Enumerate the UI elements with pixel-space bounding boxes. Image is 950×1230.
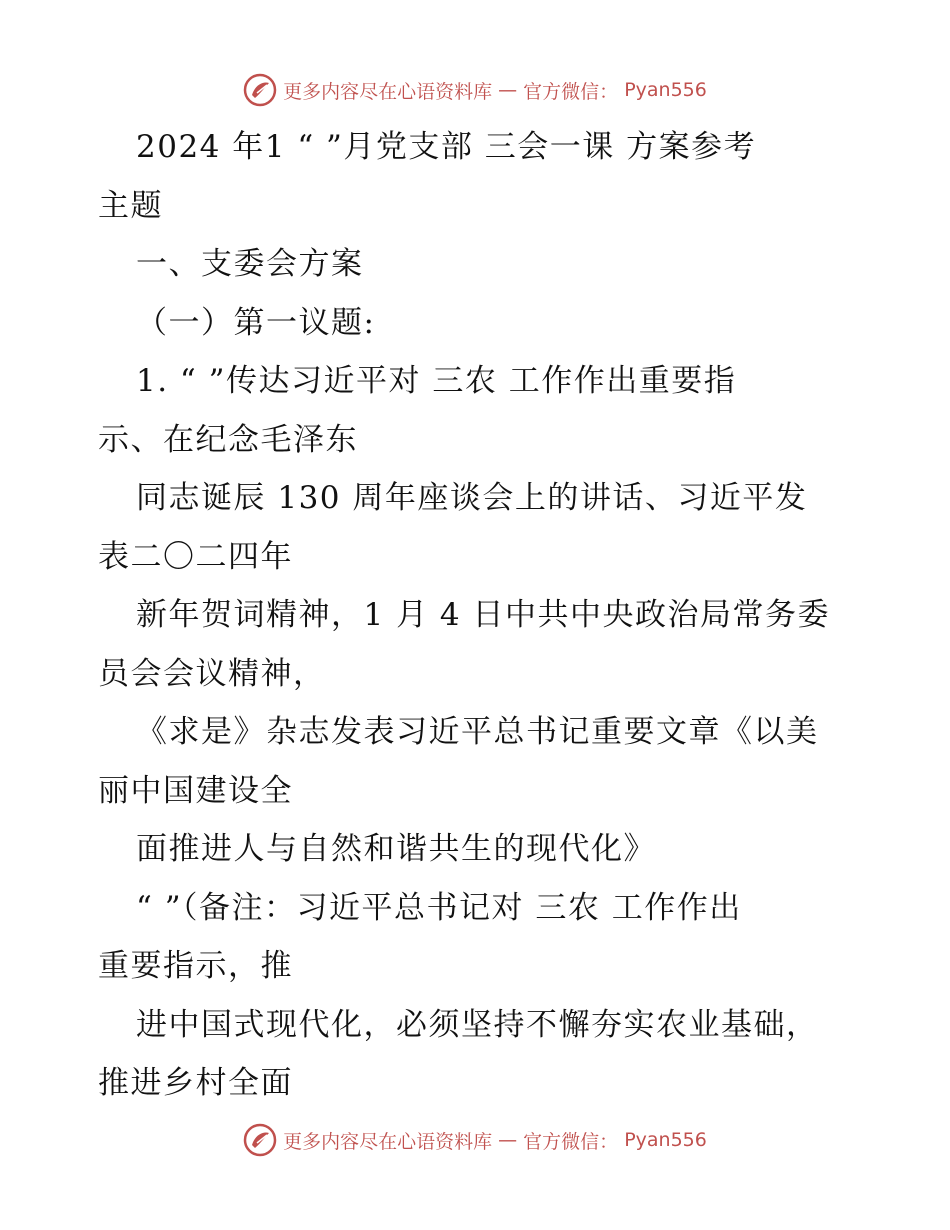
text-line: 面推进人与自然和谐共生的现代化》	[136, 831, 656, 867]
text-line: 2024 年1 “ ”月党支部 三会一课 方案参考	[136, 129, 757, 165]
text-line: （一）第一议题:	[136, 304, 376, 341]
text-line: 《求是》杂志发表习近平总书记重要文章《以美	[136, 714, 819, 750]
brand-logo-icon	[243, 73, 277, 107]
text-line: 主题	[98, 187, 163, 224]
document-body	[98, 118, 858, 1113]
text-line: 示、在纪念毛泽东	[98, 421, 358, 458]
text-line: 表二〇二四年	[98, 538, 293, 575]
text-line: 员会会议精神，	[98, 655, 326, 692]
watermark-footer	[0, 1120, 950, 1160]
watermark-contact: 官方微信：	[523, 80, 619, 103]
text-line: 一、支委会方案	[136, 246, 364, 282]
text-line: 进中国式现代化，必须坚持不懈夯实农业基础，	[136, 1006, 819, 1043]
text-line: 同志诞辰 130 周年座谈会上的讲话、习近平发	[136, 480, 808, 516]
watermark-header	[0, 70, 950, 110]
brand-logo-icon	[243, 1123, 277, 1157]
watermark-site: 更多内容尽在心语资料库	[283, 80, 493, 103]
text-line: 1. “ ”传达习近平对 三农 工作作出重要指	[136, 363, 737, 399]
text-line: 重要指示，推	[98, 948, 293, 984]
watermark-site: 更多内容尽在心语资料库	[283, 1130, 493, 1153]
watermark-id: Pyan556	[624, 79, 707, 101]
text-line: 推进乡村全面	[98, 1065, 293, 1101]
text-line: 新年贺词精神，1 月 4 日中共中央政治局常务委	[136, 597, 831, 633]
watermark-contact: 官方微信：	[523, 1130, 619, 1153]
text-line: 丽中国建设全	[98, 772, 293, 809]
text-line: “ ”（备注：习近平总书记对 三农 工作作出	[136, 889, 742, 926]
watermark-id: Pyan556	[624, 1129, 707, 1151]
watermark-separator: —	[498, 79, 518, 101]
watermark-separator: —	[498, 1129, 518, 1151]
